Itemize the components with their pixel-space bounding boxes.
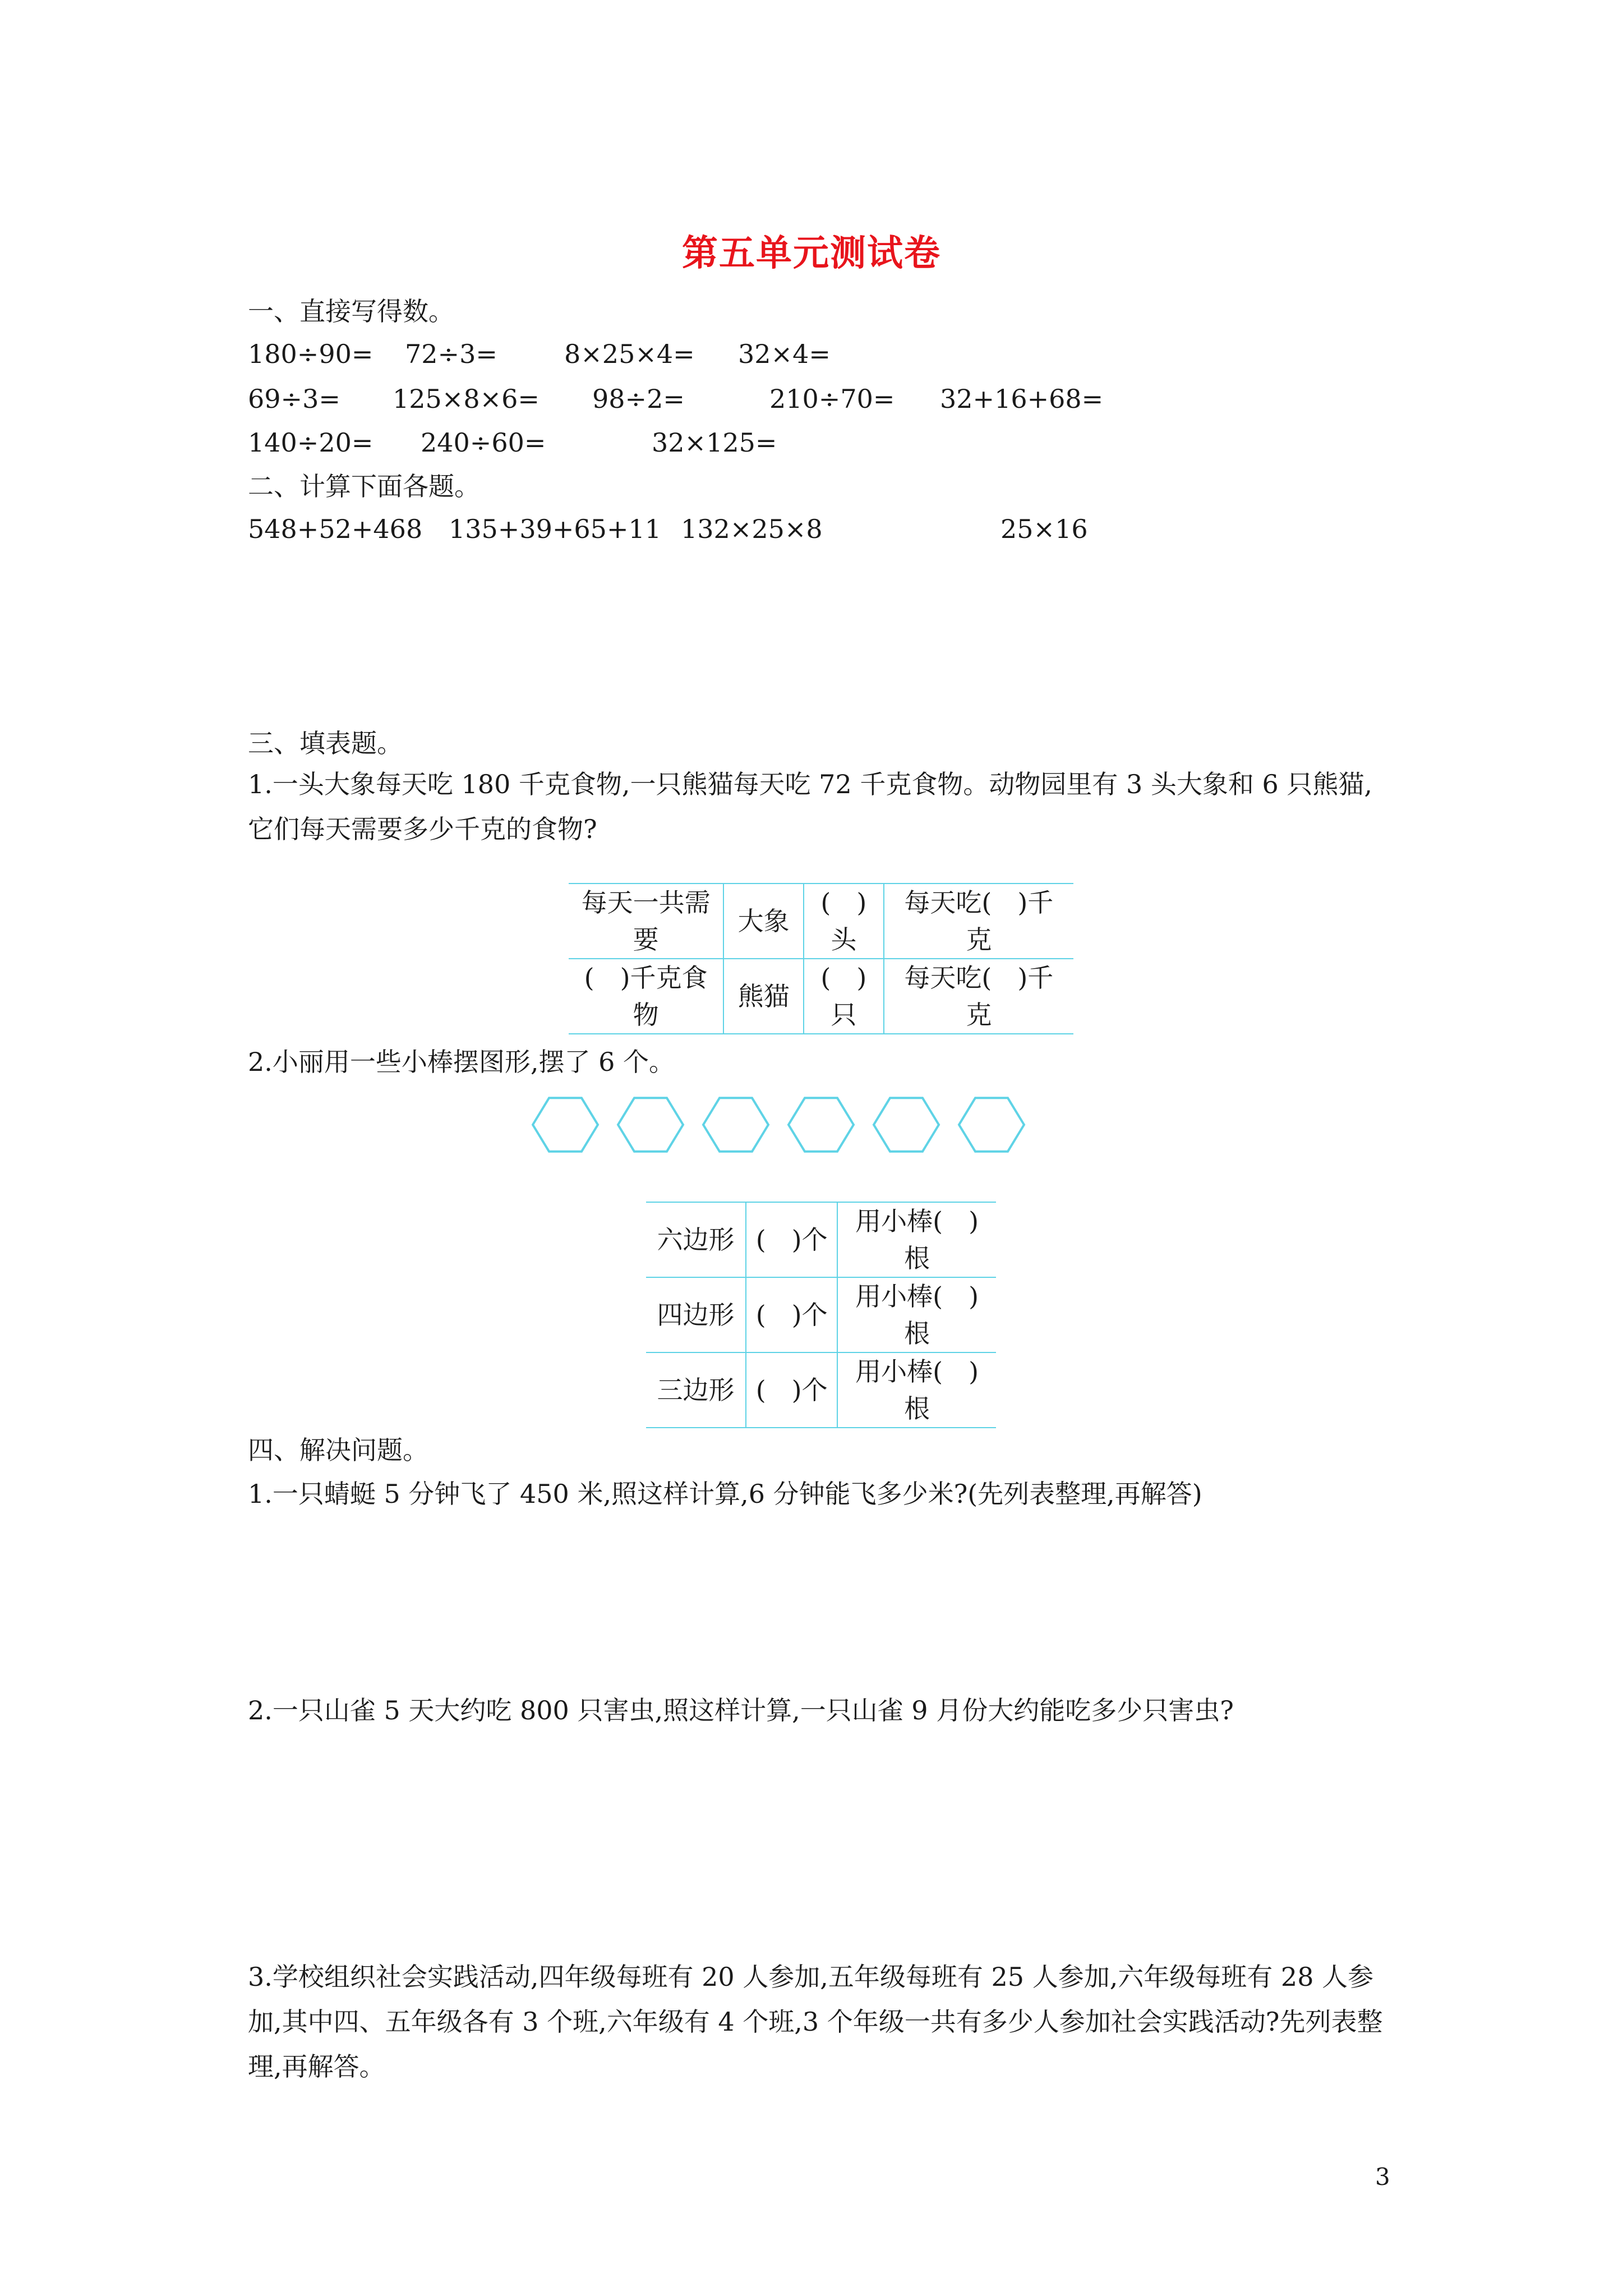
hexagon-figures	[532, 1088, 1070, 1161]
table-cell: 三边形	[646, 1352, 746, 1428]
table-cell	[884, 884, 1073, 959]
cell-line: 每天吃( )千	[904, 963, 1054, 993]
hexagon-shape	[874, 1098, 939, 1151]
cell-line: 头	[831, 924, 857, 955]
table-cell	[837, 1277, 996, 1352]
calc-item: 69÷3=	[248, 384, 340, 414]
cell-line: 用小棒( )	[855, 1281, 979, 1312]
cell-line: 物	[633, 1000, 659, 1030]
cell-line: 根	[904, 1393, 930, 1424]
calc-item: 8×25×4=	[564, 339, 695, 369]
calc-item: 25×16	[1000, 514, 1088, 544]
table-cell	[804, 959, 884, 1034]
calc-item: 32×4=	[738, 339, 831, 369]
cell-line: 只	[831, 1000, 857, 1030]
cell-line: 用小棒( )	[855, 1206, 979, 1236]
cell-line: 用小棒( )	[855, 1356, 979, 1387]
table-cell: 大象	[723, 884, 804, 959]
table-cell	[569, 959, 723, 1034]
table-cell: ( )个	[746, 1352, 837, 1428]
table-cell: ( )个	[746, 1202, 837, 1277]
calc-item: 548+52+468	[248, 514, 423, 544]
hexagon-shape	[789, 1098, 854, 1151]
table-row	[646, 1202, 996, 1277]
question-text: 3.学校组织社会实践活动,四年级每班有 20 人参加,五年级每班有 25 人参加,六年级每班有 28 人参加,其中四、五年级各有 3 个班,六年级有 4 个班,3 个年级一共有多少人参加社会实践活动?先列表整理,再解答。	[248, 1962, 1383, 2082]
table-row	[646, 1277, 996, 1352]
table-cell	[569, 884, 723, 959]
calc-item: 240÷60=	[421, 427, 546, 458]
cell-line: 要	[633, 924, 659, 955]
calc-item: 140÷20=	[248, 427, 374, 458]
calc-item: 135+39+65+11	[449, 514, 662, 544]
table-cell	[884, 959, 1073, 1034]
hexagon-shape	[959, 1098, 1024, 1151]
section-3-heading: 三、填表题。	[248, 728, 403, 758]
table-cell: ( )个	[746, 1277, 837, 1352]
page-number: 3	[1375, 2163, 1390, 2191]
table-cell	[837, 1352, 996, 1428]
food-table	[569, 883, 1073, 1034]
cell-line: 根	[904, 1243, 930, 1273]
table-row	[569, 959, 1073, 1034]
table-cell: 四边形	[646, 1277, 746, 1352]
table-row	[569, 884, 1073, 959]
section-2-heading: 二、计算下面各题。	[248, 471, 480, 501]
calc-item: 32+16+68=	[940, 384, 1104, 414]
cell-line: ( )	[820, 963, 867, 993]
question-text: 2.一只山雀 5 天大约吃 800 只害虫,照这样计算,一只山雀 9 月份大约能吃多少只害虫?	[248, 1695, 1234, 1726]
calc-item: 132×25×8	[681, 514, 823, 544]
section-4-heading: 四、解决问题。	[248, 1435, 428, 1465]
page-title: 第五单元测试卷	[682, 232, 941, 274]
cell-line: 克	[966, 924, 992, 955]
table-cell: 六边形	[646, 1202, 746, 1277]
cell-line: ( )千克食	[584, 963, 708, 993]
cell-line: 每天一共需	[581, 887, 711, 918]
shape-table	[646, 1202, 996, 1428]
table-cell	[837, 1202, 996, 1277]
question-text: 2.小丽用一些小棒摆图形,摆了 6 个。	[248, 1047, 675, 1077]
section-1-heading: 一、直接写得数。	[248, 296, 454, 326]
question-text: 1.一头大象每天吃 180 千克食物,一只熊猫每天吃 72 千克食物。动物园里有 3 头大象和 6 只熊猫,它们每天需要多少千克的食物?	[248, 769, 1372, 844]
question-text: 1.一只蜻蜓 5 分钟飞了 450 米,照这样计算,6 分钟能飞多少米?(先列表整理,再解答)	[248, 1479, 1202, 1509]
hexagon-shape	[533, 1098, 598, 1151]
cell-line: 根	[904, 1318, 930, 1349]
table-cell	[804, 884, 884, 959]
table-cell: 熊猫	[723, 959, 804, 1034]
calc-item: 72÷3=	[405, 339, 497, 369]
cell-line: ( )	[820, 887, 867, 918]
cell-line: 每天吃( )千	[904, 887, 1054, 918]
calc-item: 210÷70=	[769, 384, 895, 414]
table-row	[646, 1352, 996, 1428]
cell-line: 克	[966, 1000, 992, 1030]
calc-item: 98÷2=	[592, 384, 685, 414]
calc-item: 125×8×6=	[393, 384, 540, 414]
calc-item: 32×125=	[652, 427, 777, 458]
hexagon-shape	[618, 1098, 683, 1151]
calc-item: 180÷90=	[248, 339, 374, 369]
hexagon-shape	[703, 1098, 768, 1151]
